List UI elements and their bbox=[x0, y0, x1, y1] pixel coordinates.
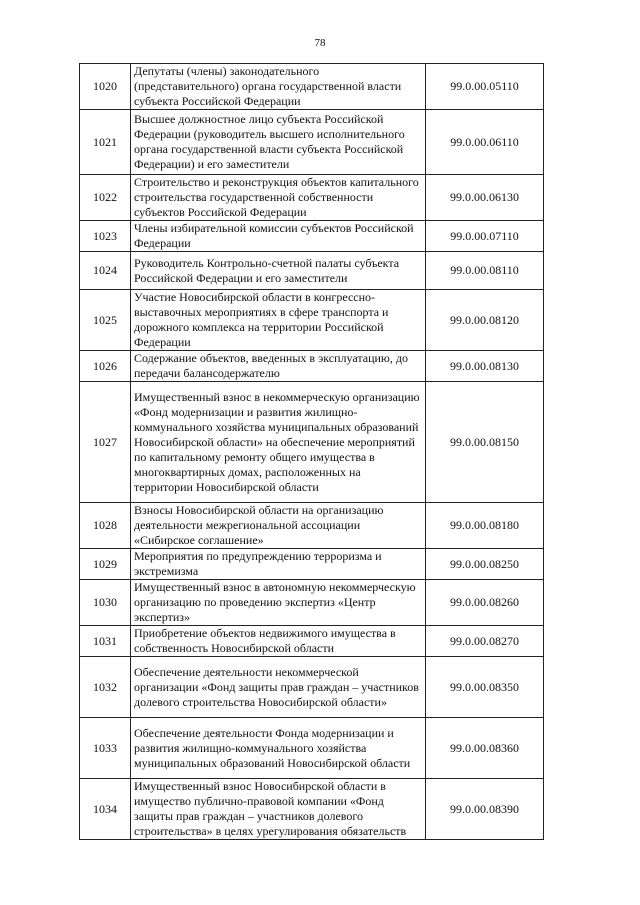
table-row bbox=[80, 110, 544, 175]
row-number: 1030 bbox=[80, 580, 131, 626]
table-row bbox=[80, 252, 544, 290]
table-row bbox=[80, 382, 544, 503]
row-number: 1023 bbox=[80, 221, 131, 252]
table-row bbox=[80, 580, 544, 626]
row-name: Участие Новосибирской области в конгрессно-выставочных мероприятиях в сфере транспорта и дорожного комплекса на территории Российской Федерации bbox=[131, 290, 426, 351]
row-number: 1025 bbox=[80, 290, 131, 351]
row-number: 1027 bbox=[80, 382, 131, 503]
row-code: 99.0.00.08150 bbox=[426, 382, 544, 503]
row-name: Члены избирательной комиссии субъектов Российской Федерации bbox=[131, 221, 426, 252]
budget-codes-table bbox=[79, 63, 544, 840]
page-number: 78 bbox=[314, 37, 326, 49]
row-code: 99.0.00.08130 bbox=[426, 351, 544, 382]
table-row bbox=[80, 64, 544, 110]
row-name: Обеспечение деятельности Фонда модернизации и развития жилищно-коммунального хозяйства муниципальных образований Новосибирской области bbox=[131, 718, 426, 779]
row-number: 1021 bbox=[80, 110, 131, 175]
row-name: Депутаты (члены) законодательного (представительного) органа государственной власти субъекта Российской Федерации bbox=[131, 64, 426, 110]
table-row bbox=[80, 657, 544, 718]
table-row bbox=[80, 549, 544, 580]
row-code: 99.0.00.08350 bbox=[426, 657, 544, 718]
row-code: 99.0.00.08360 bbox=[426, 718, 544, 779]
row-number: 1029 bbox=[80, 549, 131, 580]
row-code: 99.0.00.08260 bbox=[426, 580, 544, 626]
row-number: 1020 bbox=[80, 64, 131, 110]
row-number: 1032 bbox=[80, 657, 131, 718]
row-name: Имущественный взнос в некоммерческую организацию «Фонд модернизации и развития жилищно-коммунального хозяйства муниципальных образований Новосибирской области» на обеспечение мероприятий по капитальному ремонту общего имущества в многоквартирных домах, расположенных на территории Новосибирской области bbox=[131, 382, 426, 503]
row-number: 1024 bbox=[80, 252, 131, 290]
row-number: 1031 bbox=[80, 626, 131, 657]
row-name: Мероприятия по предупреждению терроризма и экстремизма bbox=[131, 549, 426, 580]
row-code: 99.0.00.08110 bbox=[426, 252, 544, 290]
row-code: 99.0.00.05110 bbox=[426, 64, 544, 110]
row-name: Имущественный взнос в автономную некоммерческую организацию по проведению экспертиз «Центр экспертиз» bbox=[131, 580, 426, 626]
table-row bbox=[80, 290, 544, 351]
table-row bbox=[80, 351, 544, 382]
row-number: 1034 bbox=[80, 779, 131, 840]
row-name: Взносы Новосибирской области на организацию деятельности межрегиональной ассоциации «Сибирское соглашение» bbox=[131, 503, 426, 549]
row-code: 99.0.00.06130 bbox=[426, 175, 544, 221]
row-name: Руководитель Контрольно-счетной палаты субъекта Российской Федерации и его заместители bbox=[131, 252, 426, 290]
row-code: 99.0.00.08270 bbox=[426, 626, 544, 657]
row-number: 1022 bbox=[80, 175, 131, 221]
table-row bbox=[80, 626, 544, 657]
row-code: 99.0.00.06110 bbox=[426, 110, 544, 175]
row-code: 99.0.00.08390 bbox=[426, 779, 544, 840]
row-code: 99.0.00.08250 bbox=[426, 549, 544, 580]
row-number: 1033 bbox=[80, 718, 131, 779]
row-code: 99.0.00.08180 bbox=[426, 503, 544, 549]
table-row bbox=[80, 779, 544, 840]
row-name: Имущественный взнос Новосибирской области в имущество публично-правовой компании «Фонд защиты прав граждан – участников долевого строительства» в целях урегулирования обязательств bbox=[131, 779, 426, 840]
table-row bbox=[80, 175, 544, 221]
table-row bbox=[80, 718, 544, 779]
row-number: 1028 bbox=[80, 503, 131, 549]
row-code: 99.0.00.07110 bbox=[426, 221, 544, 252]
row-name: Строительство и реконструкция объектов капитального строительства государственной собственности субъектов Российской Федерации bbox=[131, 175, 426, 221]
row-code: 99.0.00.08120 bbox=[426, 290, 544, 351]
row-number: 1026 bbox=[80, 351, 131, 382]
row-name: Приобретение объектов недвижимого имущества в собственность Новосибирской области bbox=[131, 626, 426, 657]
table-row bbox=[80, 221, 544, 252]
row-name: Обеспечение деятельности некоммерческой организации «Фонд защиты прав граждан – участников долевого строительства Новосибирской области» bbox=[131, 657, 426, 718]
table-row bbox=[80, 503, 544, 549]
row-name: Содержание объектов, введенных в эксплуатацию, до передачи балансодержателю bbox=[131, 351, 426, 382]
row-name: Высшее должностное лицо субъекта Российской Федерации (руководитель высшего исполнительного органа государственной власти субъекта Российской Федерации) и его заместители bbox=[131, 110, 426, 175]
